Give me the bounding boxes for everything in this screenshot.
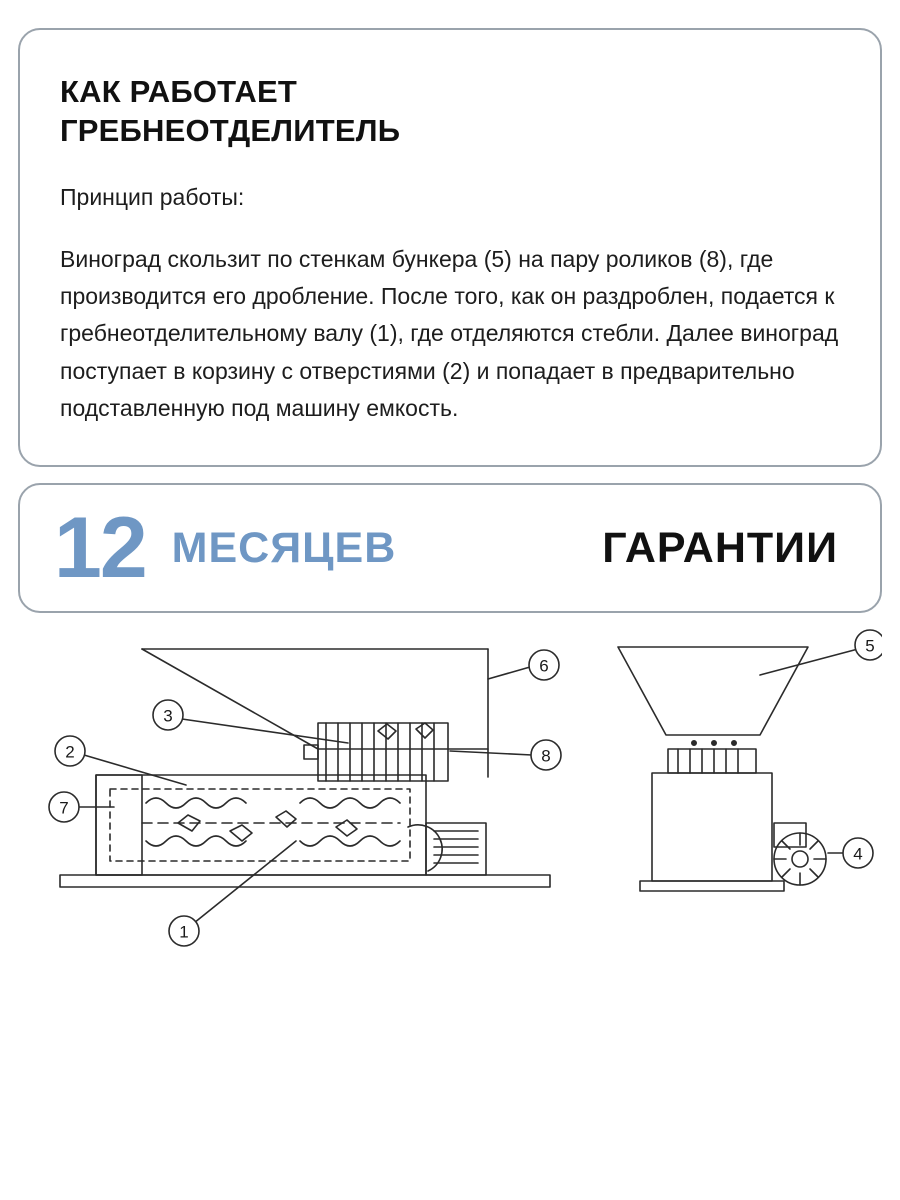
left-chamber (96, 775, 142, 875)
machine-diagram (18, 627, 882, 957)
callout-label-5: 5 (865, 636, 875, 656)
warranty-number: 12 (54, 500, 146, 597)
front-roller-grooves (678, 749, 738, 773)
callout-label-3: 3 (163, 706, 173, 726)
principle-subtitle: Принцип работы: (60, 183, 245, 210)
callout-label-7: 7 (59, 798, 69, 818)
coil-lower (146, 836, 246, 846)
callout-label-8: 8 (541, 746, 551, 766)
front-crusher (668, 749, 756, 773)
callout-label-2: 2 (65, 742, 75, 762)
leader-1 (194, 841, 296, 923)
warranty-months-label: МЕСЯЦЕВ (171, 523, 397, 572)
front-hopper (618, 647, 808, 735)
warranty-word-label: ГАРАНТИИ (602, 523, 838, 572)
coil-upper-2 (300, 798, 400, 808)
hopper-wall-left (142, 649, 318, 749)
front-detail-dot-3 (732, 741, 736, 745)
fragment-c (276, 811, 296, 827)
main-body (96, 775, 426, 875)
leader-6 (488, 667, 530, 679)
leader-8 (450, 751, 532, 755)
callout-label-6: 6 (539, 656, 549, 676)
principle-body-text: Виноград скользит по стенкам бункера (5) на пару роликов (8), где производится его дробление. После того, как он раздроблен, подается к гребнеотделительному валу (1), где отделяются стебли. Далее виноград поступает в корзину с отверстиями (2) и попадает в предварительно подставленную под машину емкость. (60, 245, 839, 421)
base-plate (60, 875, 550, 887)
front-detail-dot-2 (712, 741, 716, 745)
wheel-hub (792, 851, 808, 867)
warranty-card (18, 483, 882, 613)
front-detail-dot-1 (692, 741, 696, 745)
wheel-spokes (774, 833, 826, 885)
front-base (640, 881, 784, 891)
fragment-e (378, 724, 396, 739)
page-title-line-1: КАК РАБОТАЕТ (60, 74, 297, 109)
fragment-b (230, 825, 252, 841)
coil-upper (146, 798, 246, 808)
basket-screen (110, 789, 410, 861)
page-title (60, 72, 840, 151)
leader-2 (84, 755, 186, 785)
how-it-works-card (18, 28, 882, 467)
diagram-svg (18, 627, 882, 957)
coil-lower-2 (300, 836, 400, 846)
leader-5 (760, 649, 858, 675)
front-body (652, 773, 772, 881)
fragment-f (416, 723, 433, 738)
callout-label-1: 1 (179, 922, 189, 942)
page-title-line-2: ГРЕБНЕОТДЕЛИТЕЛЬ (60, 113, 401, 149)
callout-label-4: 4 (853, 844, 863, 864)
